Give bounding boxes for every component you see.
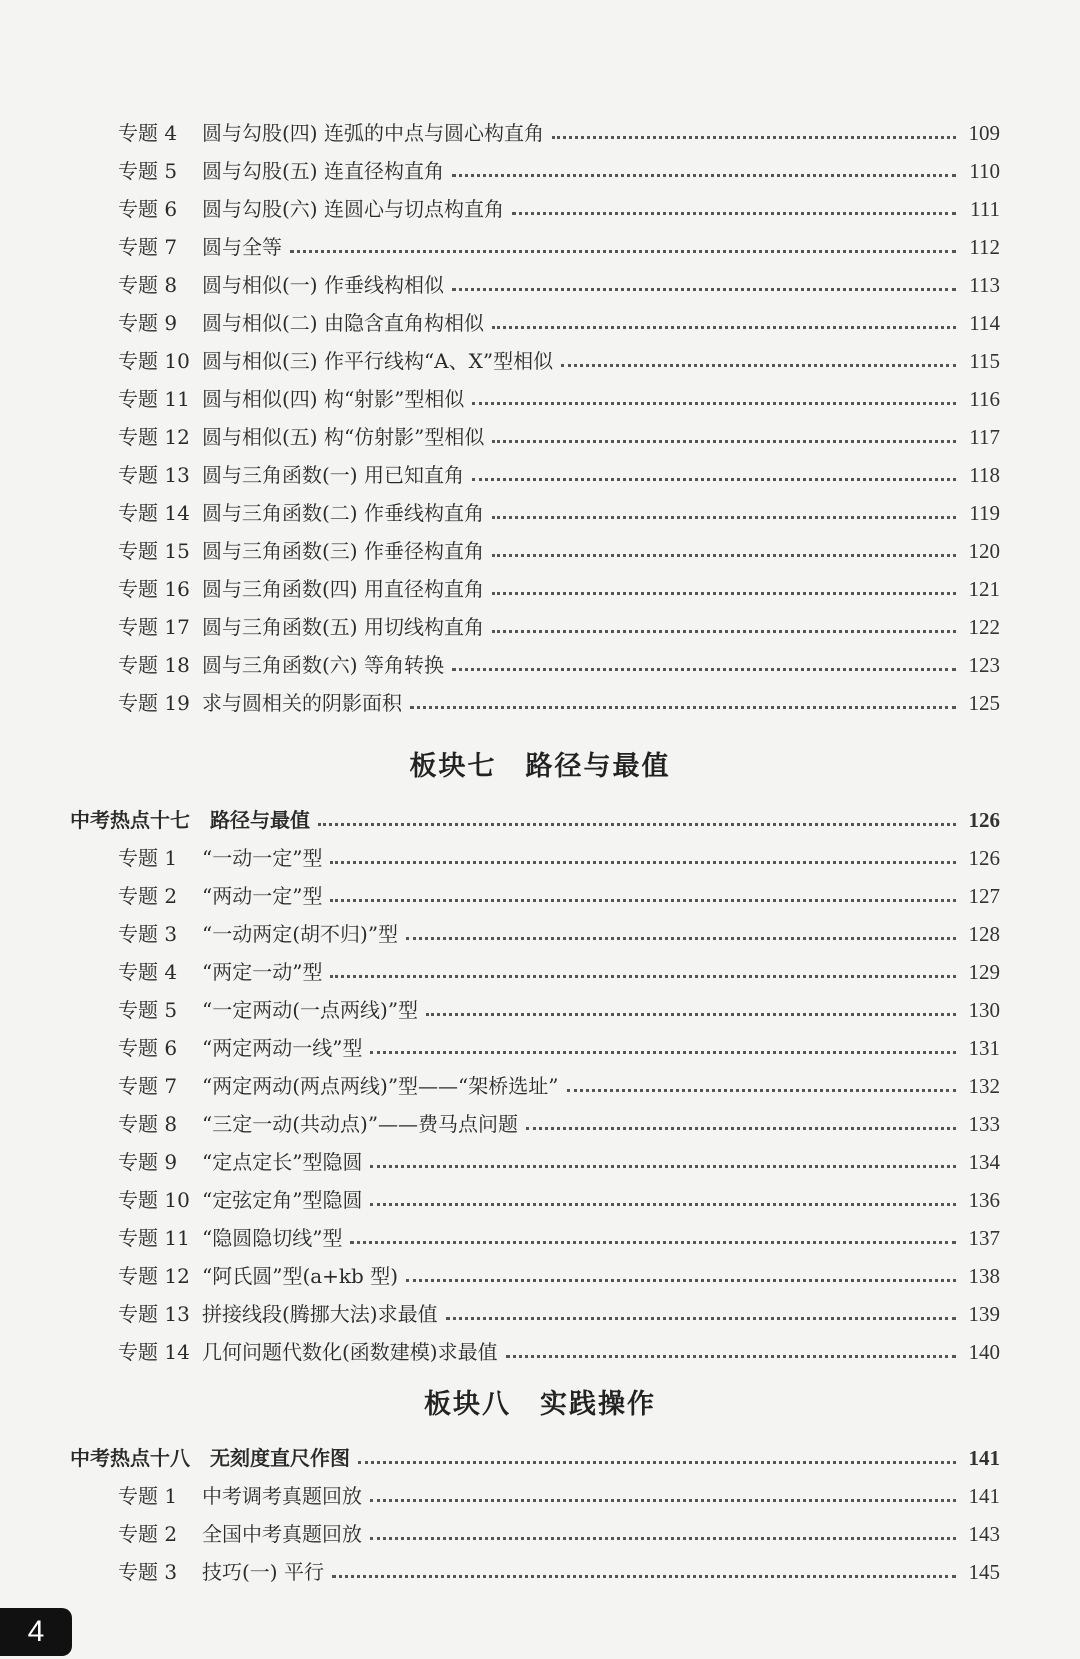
page-number: 116 [969,387,1000,411]
entry-number: 专题 3 [118,1560,178,1584]
entry-title: 圆与相似(一) 作垂线构相似 [202,273,444,297]
page-number: 128 [968,922,1000,946]
page-number: 141 [968,1484,1000,1508]
page-number: 120 [968,539,1000,563]
toc-entry-row[interactable] [70,1326,1000,1364]
page-number: 145 [968,1560,1000,1584]
entry-number: 专题 13 [118,463,190,487]
entry-title: 圆与三角函数(四) 用直径构直角 [202,577,484,601]
entry-title: “两定两动(两点两线)”型——“架桥选址” [202,1074,559,1098]
dot-leader [492,592,956,595]
entry-title: 中考调考真题回放 [202,1484,362,1508]
dot-leader [406,1279,956,1282]
page-number: 113 [969,273,1000,297]
toc-entry-row[interactable] [70,1060,1000,1098]
toc-entry-row[interactable] [70,832,1000,870]
entry-number: 专题 13 [118,1302,190,1326]
entry-title: 圆与三角函数(一) 用已知直角 [202,463,464,487]
dot-leader [492,326,956,329]
entry-title: “一定两动(一点两线)”型 [202,998,419,1022]
entry-title: 圆与相似(五) 构“仿射影”型相似 [202,425,485,449]
entry-title: 圆与全等 [202,235,282,259]
dot-leader [318,823,956,826]
toc-heading-row[interactable] [70,1432,1000,1470]
toc-entry-row[interactable] [70,259,1000,297]
page-number: 133 [968,1112,1000,1136]
toc-entry-row[interactable] [70,107,1000,145]
entry-title: 几何问题代数化(函数建模)求最值 [202,1340,498,1364]
entry-number: 专题 2 [118,884,178,908]
toc-entry-row[interactable] [70,946,1000,984]
entry-number: 专题 10 [118,1188,190,1212]
toc-section-block7 [70,794,1000,1364]
entry-title: “阿氏圆”型(a+kb 型) [202,1264,399,1288]
toc-entry-row[interactable] [70,449,1000,487]
toc-entry-row[interactable] [70,1508,1000,1546]
toc-entry-row[interactable] [70,487,1000,525]
dot-leader [350,1241,956,1244]
dot-leader [370,1499,956,1502]
dot-leader [512,212,956,215]
entry-title: 全国中考真题回放 [202,1522,362,1546]
page-number: 119 [969,501,1000,525]
page-number: 137 [968,1226,1000,1250]
entry-title: 圆与三角函数(六) 等角转换 [202,653,444,677]
dot-leader [452,174,956,177]
entry-title: 圆与三角函数(二) 作垂线构直角 [202,501,484,525]
entry-number: 专题 6 [118,1036,178,1060]
entry-number: 专题 11 [118,1226,190,1250]
entry-number: 专题 7 [118,1074,178,1098]
dot-leader [330,899,956,902]
toc-entry-row[interactable] [70,145,1000,183]
toc-entry-row[interactable] [70,525,1000,563]
dot-leader [426,1013,956,1016]
page-number: 127 [968,884,1000,908]
page-number: 114 [969,311,1000,335]
entry-number: 专题 14 [118,501,190,525]
page-number: 111 [970,197,1000,221]
block-title-7: 板块七 路径与最值 [409,751,671,782]
toc-entry-row[interactable] [70,984,1000,1022]
entry-title: 技巧(一) 平行 [202,1560,324,1584]
page-number: 110 [969,159,1000,183]
entry-title: 圆与勾股(五) 连直径构直角 [202,159,444,183]
entry-number: 专题 4 [118,960,178,984]
entry-title: 圆与三角函数(五) 用切线构直角 [202,615,484,639]
dot-leader [370,1051,956,1054]
page-number: 134 [968,1150,1000,1174]
entry-title: “三定一动(共动点)”——费马点问题 [202,1112,519,1136]
toc-entry-row[interactable] [70,1212,1000,1250]
dot-leader [332,1575,956,1578]
dot-leader [290,250,956,253]
page-number: 139 [968,1302,1000,1326]
entry-number: 专题 5 [118,998,178,1022]
block-title-8: 板块八 实践操作 [424,1389,656,1420]
page-number: 130 [968,998,1000,1022]
entry-title: 圆与相似(二) 由隐含直角构相似 [202,311,484,335]
toc-entry-row[interactable] [70,1022,1000,1060]
page-number: 118 [969,463,1000,487]
entry-title: “两动一定”型 [202,884,323,908]
dot-leader [526,1127,956,1130]
dot-leader [370,1537,956,1540]
toc-entry-row[interactable] [70,297,1000,335]
dot-leader [452,668,956,671]
dot-leader [370,1203,956,1206]
dot-leader [552,136,956,139]
entry-title: 圆与勾股(六) 连圆心与切点构直角 [202,197,504,221]
toc-entry-row[interactable] [70,411,1000,449]
dot-leader [492,440,956,443]
entry-number: 专题 9 [118,311,178,335]
entry-title: 圆与相似(四) 构“射影”型相似 [202,387,465,411]
entry-title: “一动两定(胡不归)”型 [202,922,399,946]
entry-number: 专题 12 [118,425,190,449]
entry-number: 专题 12 [118,1264,190,1288]
toc-section-block8 [70,1432,1000,1584]
toc-entry-row[interactable] [70,1470,1000,1508]
entry-number: 专题 18 [118,653,190,677]
toc-section-circle [70,107,1000,715]
entry-number: 专题 16 [118,577,190,601]
entry-number: 专题 5 [118,159,178,183]
page-number: 132 [968,1074,1000,1098]
page-number: 141 [968,1446,1000,1470]
entry-title: “隐圆隐切线”型 [202,1226,343,1250]
toc-entry-row[interactable] [70,870,1000,908]
dot-leader [410,706,956,709]
dot-leader [561,364,956,367]
page-number: 115 [969,349,1000,373]
toc-entry-row[interactable] [70,601,1000,639]
dot-leader [506,1355,956,1358]
entry-number: 专题 14 [118,1340,190,1364]
dot-leader [472,478,956,481]
entry-number: 专题 3 [118,922,178,946]
page-number: 126 [968,846,1000,870]
entry-number: 专题 8 [118,1112,178,1136]
page-number: 129 [968,960,1000,984]
dot-leader [406,937,956,940]
entry-number: 专题 8 [118,273,178,297]
toc-entry-row[interactable] [70,1174,1000,1212]
toc-entry-row[interactable] [70,373,1000,411]
entry-number: 专题 11 [118,387,190,411]
entry-number: 专题 4 [118,121,178,145]
entry-number: 专题 2 [118,1522,178,1546]
entry-number: 专题 1 [118,846,178,870]
toc-entry-row[interactable] [70,1546,1000,1584]
entry-number: 专题 19 [118,691,190,715]
page-number: 109 [968,121,1000,145]
toc-entry-row[interactable] [70,677,1000,715]
page-number-badge: 4 [0,1608,72,1656]
toc-entry-row[interactable] [70,639,1000,677]
page-number: 138 [968,1264,1000,1288]
entry-title: 拼接线段(腾挪大法)求最值 [202,1302,438,1326]
toc-entry-row[interactable] [70,335,1000,373]
toc-entry-row[interactable] [70,908,1000,946]
page-number: 112 [969,235,1000,259]
entry-title: “定点定长”型隐圆 [202,1150,363,1174]
dot-leader [452,288,956,291]
toc-entry-row[interactable] [70,183,1000,221]
entry-title: 圆与三角函数(三) 作垂径构直角 [202,539,484,563]
entry-number: 专题 6 [118,197,178,221]
page-number: 126 [968,808,1000,832]
entry-title: “两定两动一线”型 [202,1036,363,1060]
entry-title: 圆与相似(三) 作平行线构“A、X”型相似 [202,349,554,373]
dot-leader [492,630,956,633]
entry-title: 求与圆相关的阴影面积 [202,691,402,715]
page-number: 131 [968,1036,1000,1060]
entry-title: “两定一动”型 [202,960,323,984]
entry-title: 圆与勾股(四) 连弧的中点与圆心构直角 [202,121,544,145]
page-number: 117 [969,425,1000,449]
entry-number: 专题 15 [118,539,190,563]
entry-title: “一动一定”型 [202,846,323,870]
dot-leader [330,861,956,864]
dot-leader [358,1461,956,1464]
entry-number: 专题 10 [118,349,190,373]
entry-number: 专题 17 [118,615,190,639]
toc-entry-row[interactable] [70,221,1000,259]
dot-leader [472,402,956,405]
toc-entry-row[interactable] [70,563,1000,601]
page-number: 125 [968,691,1000,715]
dot-leader [492,554,956,557]
page-number: 136 [968,1188,1000,1212]
entry-number: 专题 1 [118,1484,178,1508]
heading-title: 中考热点十七 路径与最值 [70,808,310,832]
toc-heading-row[interactable] [70,794,1000,832]
page-number: 143 [968,1522,1000,1546]
page-number: 123 [968,653,1000,677]
entry-number: 专题 7 [118,235,178,259]
heading-title: 中考热点十八 无刻度直尺作图 [70,1446,350,1470]
toc-entry-row[interactable] [70,1098,1000,1136]
page-number: 122 [968,615,1000,639]
toc-entry-row[interactable] [70,1250,1000,1288]
entry-number: 专题 9 [118,1150,178,1174]
page-number: 140 [968,1340,1000,1364]
toc-entry-row[interactable] [70,1136,1000,1174]
dot-leader [370,1165,956,1168]
entry-title: “定弦定角”型隐圆 [202,1188,363,1212]
toc-entry-row[interactable] [70,1288,1000,1326]
dot-leader [567,1089,956,1092]
dot-leader [446,1317,956,1320]
page-number: 121 [968,577,1000,601]
dot-leader [492,516,956,519]
dot-leader [330,975,956,978]
